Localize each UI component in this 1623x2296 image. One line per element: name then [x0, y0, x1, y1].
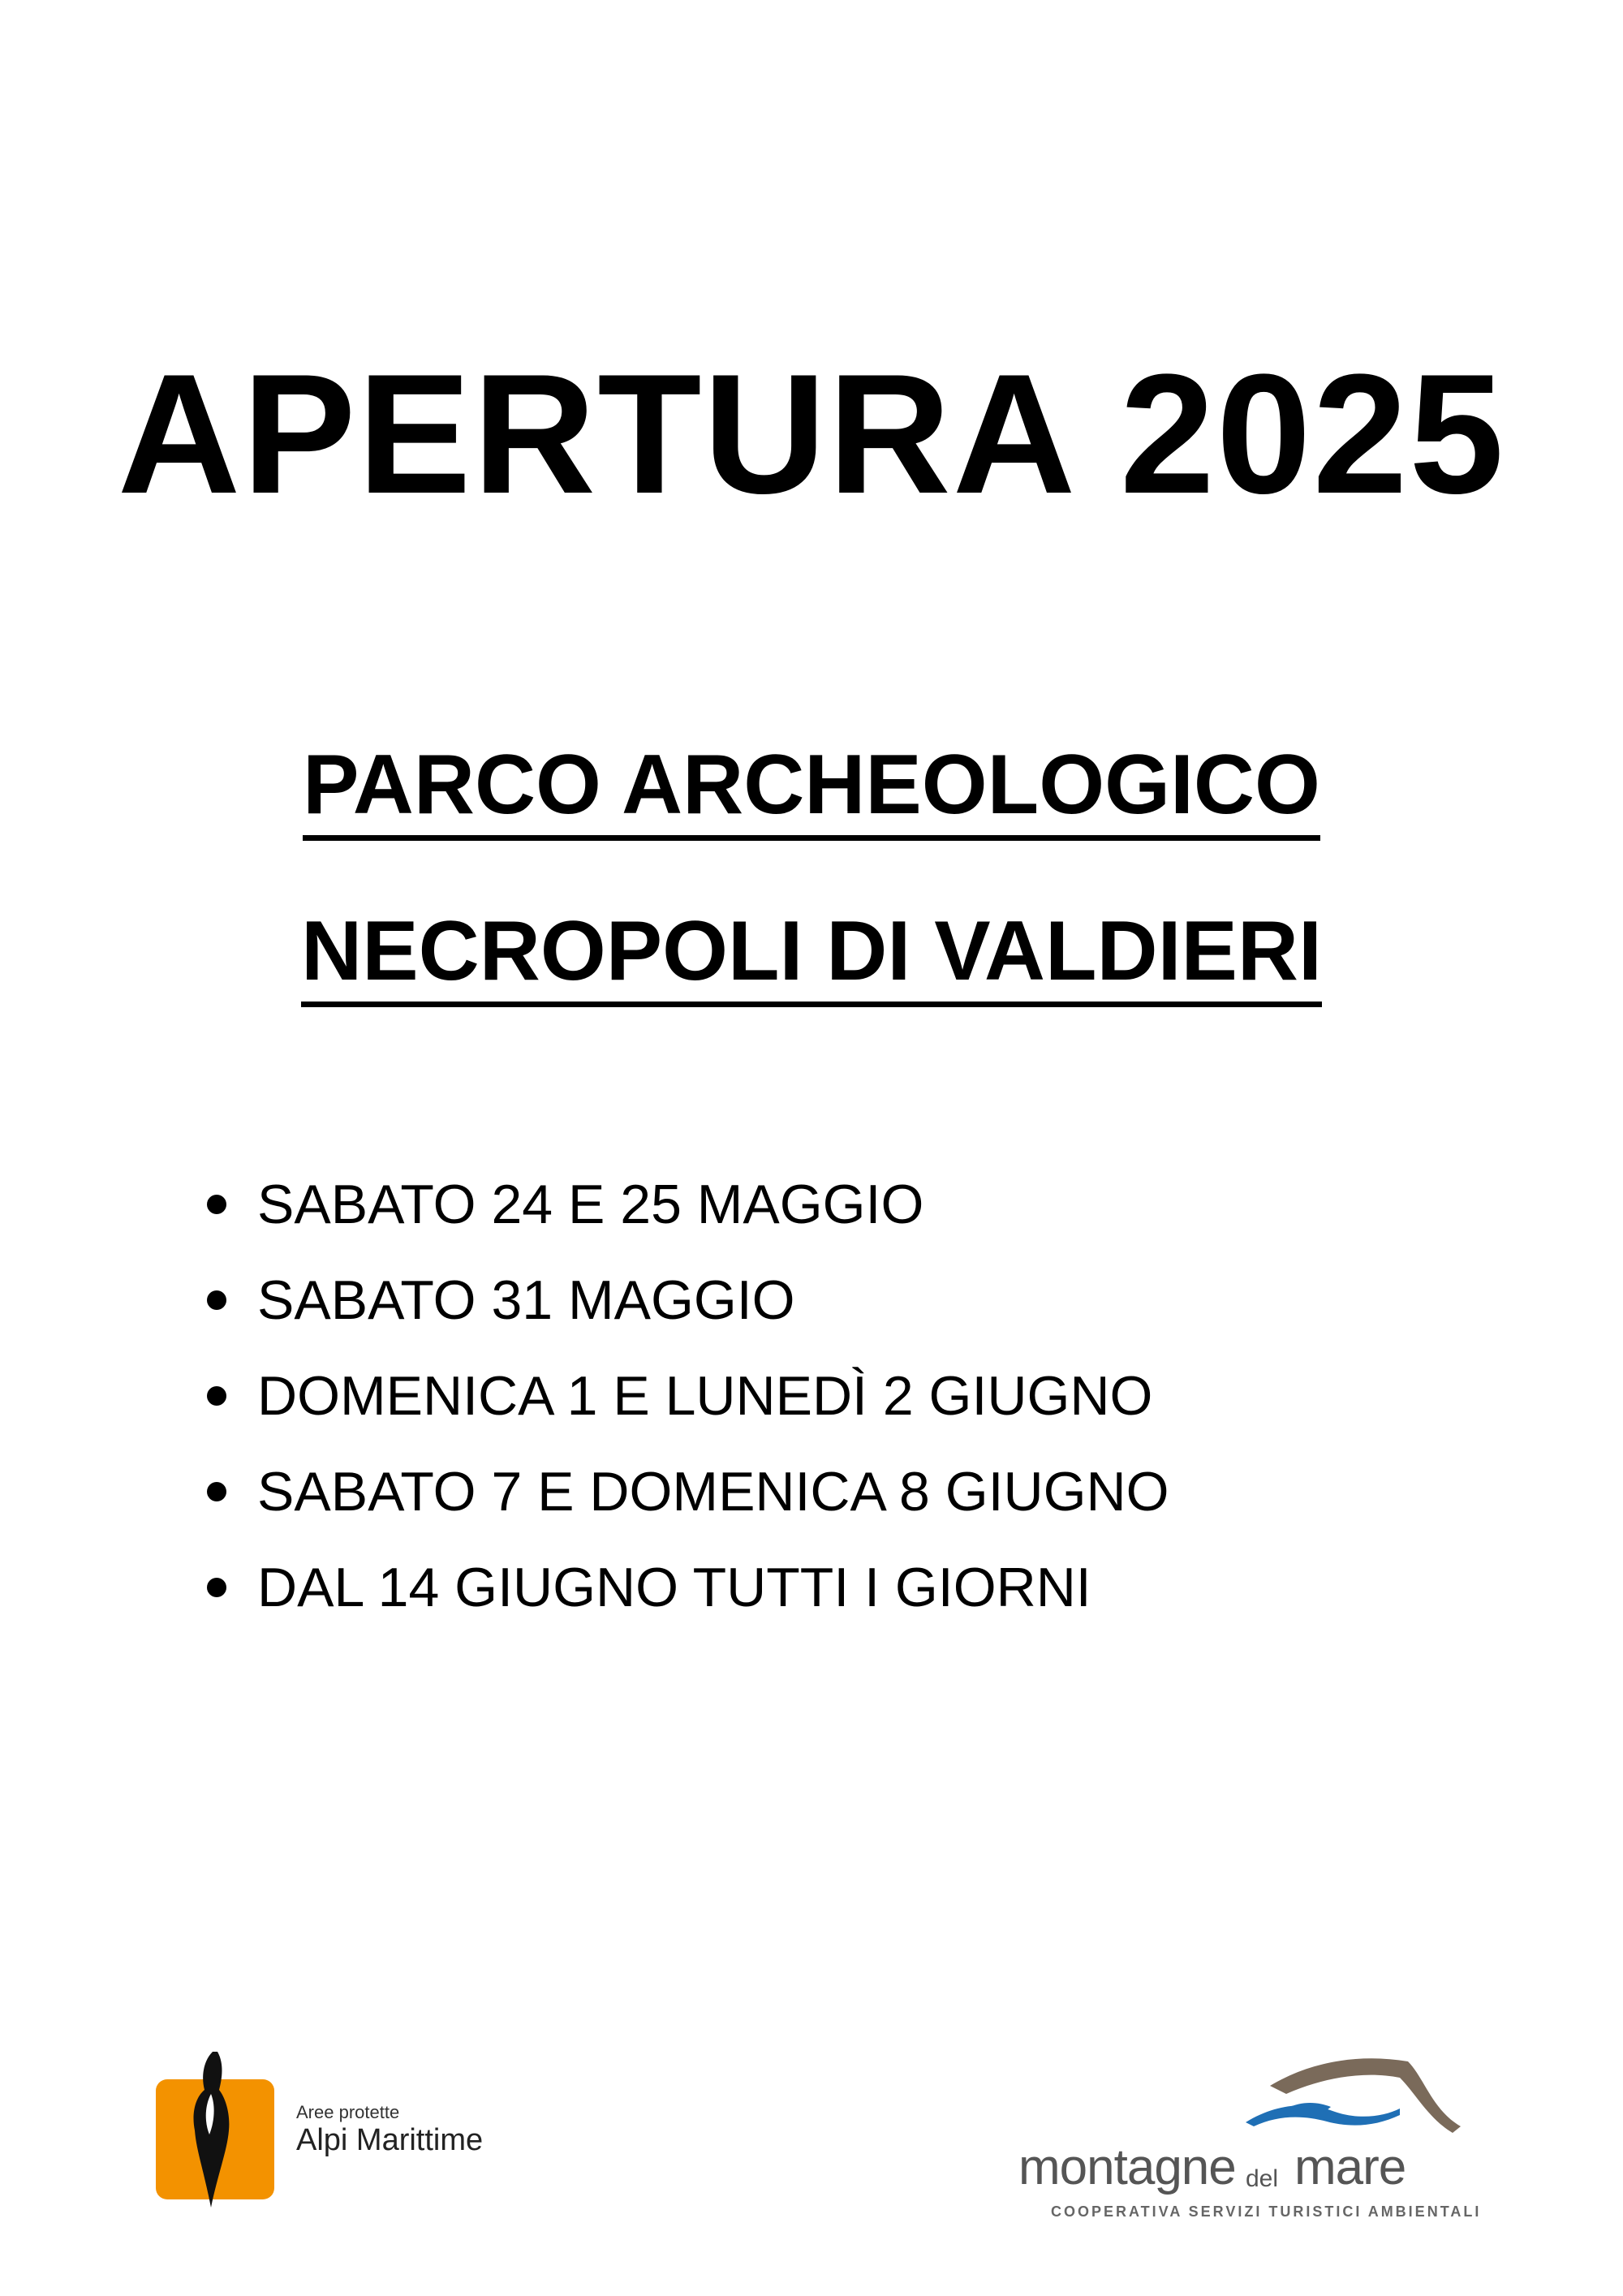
list-item: [207, 1252, 1169, 1348]
subtitle-necropolis: [0, 904, 1623, 1007]
opening-dates-list: [207, 1157, 1169, 1635]
bullet-icon: [207, 1482, 226, 1501]
subtitle-park-text: PARCO ARCHEOLOGICO: [303, 743, 1320, 841]
list-item: [207, 1348, 1169, 1444]
alpi-marittime-logo: [154, 2045, 527, 2216]
subtitle-park: [0, 738, 1623, 841]
list-item-text: DOMENICA 1 E LUNEDÌ 2 GIUGNO: [257, 1365, 1153, 1427]
montagne-del-mare-logo: [1018, 2045, 1489, 2224]
list-item-text: SABATO 31 MAGGIO: [257, 1269, 795, 1331]
page-title: APERTURA 2025: [117, 338, 1506, 529]
bullet-icon: [207, 1386, 226, 1406]
list-item: [207, 1540, 1169, 1635]
list-item-text: DAL 14 GIUGNO TUTTI I GIORNI: [257, 1557, 1091, 1618]
ibex-icon: [154, 2045, 284, 2216]
logo-right-tagline: COOPERATIVA SERVIZI TURISTICI AMBIENTALI: [1051, 2203, 1482, 2220]
bullet-icon: [207, 1290, 226, 1310]
logo-right-word1: montagne: [1018, 2139, 1236, 2195]
logo-left-line1: Aree protette: [296, 2102, 400, 2122]
bullet-icon: [207, 1578, 226, 1597]
logo-right-word2: del: [1246, 2165, 1279, 2192]
list-item-text: SABATO 7 E DOMENICA 8 GIUGNO: [257, 1461, 1169, 1523]
logo-right-word3: mare: [1294, 2139, 1406, 2195]
subtitle-necropolis-text: NECROPOLI DI VALDIERI: [301, 909, 1322, 1007]
list-item-text: SABATO 24 E 25 MAGGIO: [257, 1174, 924, 1235]
list-item: [207, 1157, 1169, 1252]
bullet-icon: [207, 1195, 226, 1214]
mountain-wave-icon: [1018, 2045, 1489, 2151]
logo-left-line2: Alpi Marittime: [296, 2123, 484, 2157]
list-item: [207, 1444, 1169, 1540]
